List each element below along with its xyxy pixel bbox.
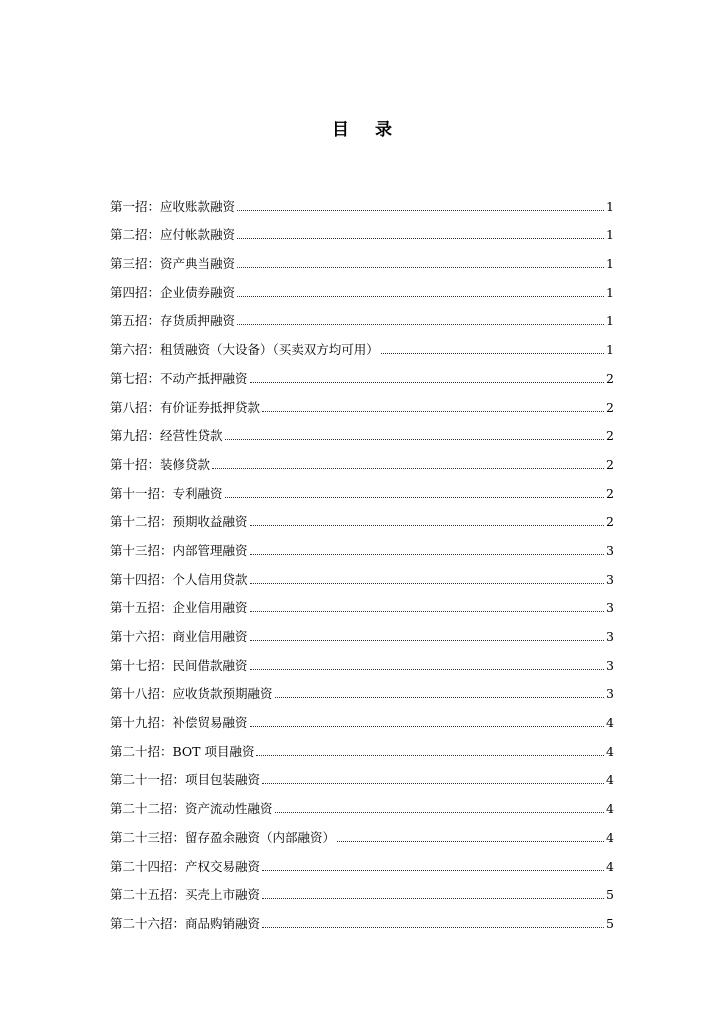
toc-entry-page-number: 2 — [606, 428, 614, 444]
toc-entry-page-number: 3 — [606, 686, 614, 702]
dot-leader — [262, 411, 604, 412]
toc-entry-page-number: 2 — [606, 399, 614, 415]
toc-entry-page-number: 3 — [606, 571, 614, 587]
toc-entry[interactable] — [110, 387, 614, 416]
toc-entry-page-number: 4 — [606, 829, 614, 845]
toc-entry-page-number: 1 — [606, 198, 614, 214]
toc-entry[interactable] — [110, 788, 614, 817]
dot-leader — [381, 353, 604, 354]
toc-entry-title: 第二十六招：商品购销融资 — [110, 915, 261, 931]
toc-entry-page-number: 2 — [606, 485, 614, 501]
dot-leader — [237, 267, 604, 268]
toc-entry[interactable] — [110, 444, 614, 473]
toc-entry-title: 第二十四招：产权交易融资 — [110, 858, 261, 874]
dot-leader — [262, 783, 604, 784]
toc-entry[interactable] — [110, 674, 614, 703]
dot-leader — [250, 554, 605, 555]
dot-leader — [237, 296, 604, 297]
toc-entry-page-number: 4 — [606, 801, 614, 817]
toc-entry-title: 第十六招：商业信用融资 — [110, 629, 248, 644]
toc-entry[interactable] — [110, 329, 614, 358]
toc-entry-title: 第二十三招：留存盈余融资（内部融资） — [110, 829, 336, 845]
toc-entry-page-number: 1 — [606, 284, 614, 300]
toc-entry-page-number: 3 — [606, 542, 614, 558]
dot-leader — [250, 669, 605, 670]
dot-leader — [212, 468, 604, 469]
toc-entry[interactable] — [110, 243, 614, 272]
toc-entry[interactable] — [110, 215, 614, 244]
toc-entry[interactable] — [110, 186, 614, 215]
toc-entry-title: 第二十二招：资产流动性融资 — [110, 801, 273, 817]
toc-entry-page-number: 1 — [606, 256, 614, 272]
toc-entry-title: 第十八招：应收货款预期融资 — [110, 686, 273, 702]
toc-entry-title: 第二十五招：买壳上市融资 — [110, 887, 261, 903]
toc-entry-title: 第十五招：企业信用融资 — [110, 600, 248, 616]
dot-leader — [262, 927, 604, 928]
toc-entry[interactable] — [110, 731, 614, 760]
toc-entry[interactable] — [110, 559, 614, 588]
dot-leader — [250, 583, 605, 584]
toc-entry-page-number: 1 — [606, 342, 614, 358]
toc-entry-page-number: 4 — [606, 715, 614, 731]
toc-entry-title: 第三招：资产典当融资 — [110, 256, 236, 272]
dot-leader — [250, 640, 605, 641]
toc-entry-title: 第九招：经营性贷款 — [110, 428, 223, 444]
toc-entry[interactable] — [110, 903, 614, 932]
toc-entry[interactable] — [110, 473, 614, 502]
toc-entry-title: 第十四招：个人信用贷款 — [110, 571, 248, 587]
toc-entry-title: 第十九招：补偿贸易融资 — [110, 715, 248, 731]
toc-title: 目 录 — [332, 120, 402, 140]
toc-list — [110, 186, 614, 932]
dot-leader — [262, 898, 604, 899]
toc-entry-title: 第七招：不动产抵押融资 — [110, 370, 248, 386]
dot-leader — [250, 611, 605, 612]
dot-leader — [225, 439, 605, 440]
toc-entry[interactable] — [110, 616, 614, 645]
toc-entry-title: 第五招：存货质押融资 — [110, 313, 236, 329]
toc-entry-title: 第四招：企业债券融资 — [110, 284, 236, 300]
dot-leader — [250, 382, 605, 383]
toc-entry-title: 第二十一招：项目包装融资 — [110, 772, 261, 788]
dot-leader — [250, 726, 605, 727]
toc-entry[interactable] — [110, 502, 614, 531]
toc-entry-page-number: 4 — [606, 772, 614, 788]
toc-entry-title: 第十三招：内部管理融资 — [110, 542, 248, 558]
dot-leader — [275, 812, 605, 813]
dot-leader — [225, 497, 605, 498]
toc-entry-page-number: 3 — [606, 629, 614, 644]
toc-entry[interactable] — [110, 645, 614, 674]
toc-entry-title: 第一招：应收账款融资 — [110, 198, 236, 214]
toc-entry[interactable] — [110, 817, 614, 846]
toc-entry-page-number: 4 — [606, 743, 614, 759]
toc-entry-page-number: 4 — [606, 858, 614, 874]
toc-entry-page-number: 5 — [606, 915, 614, 931]
toc-entry-title: 第八招：有价证券抵押贷款 — [110, 399, 261, 415]
toc-entry-page-number: 3 — [606, 600, 614, 616]
toc-entry-title: 第十二招：预期收益融资 — [110, 514, 248, 530]
toc-entry[interactable] — [110, 846, 614, 875]
toc-entry-page-number: 2 — [606, 370, 614, 386]
toc-entry-title: 第二招：应付帐款融资 — [110, 227, 236, 243]
dot-leader — [275, 697, 605, 698]
toc-entry-title: 第十一招：专利融资 — [110, 485, 223, 501]
toc-entry-page-number: 3 — [606, 657, 614, 673]
toc-entry-page-number: 5 — [606, 887, 614, 903]
toc-entry[interactable] — [110, 530, 614, 559]
dot-leader — [256, 755, 604, 756]
dot-leader — [237, 324, 604, 325]
toc-entry[interactable] — [110, 301, 614, 330]
toc-entry[interactable] — [110, 760, 614, 789]
toc-entry-title: 第十招：装修贷款 — [110, 456, 211, 472]
toc-entry[interactable] — [110, 875, 614, 904]
toc-entry[interactable] — [110, 272, 614, 301]
toc-entry-title: 第十七招：民间借款融资 — [110, 657, 248, 673]
toc-entry[interactable] — [110, 358, 614, 387]
dot-leader — [237, 210, 604, 211]
toc-entry-page-number: 1 — [606, 227, 614, 243]
toc-entry[interactable] — [110, 702, 614, 731]
toc-entry-title: 第二十招：BOT 项目融资 — [110, 743, 255, 759]
dot-leader — [337, 841, 604, 842]
dot-leader — [237, 238, 604, 239]
toc-entry-title: 第六招：租赁融资（大设备）（买卖双方均可用） — [110, 342, 379, 358]
toc-entry[interactable] — [110, 588, 614, 617]
toc-entry[interactable] — [110, 416, 614, 445]
toc-entry-page-number: 2 — [606, 456, 614, 472]
dot-leader — [250, 525, 605, 526]
toc-entry-page-number: 2 — [606, 514, 614, 530]
dot-leader — [262, 870, 604, 871]
toc-entry-page-number: 1 — [606, 313, 614, 329]
